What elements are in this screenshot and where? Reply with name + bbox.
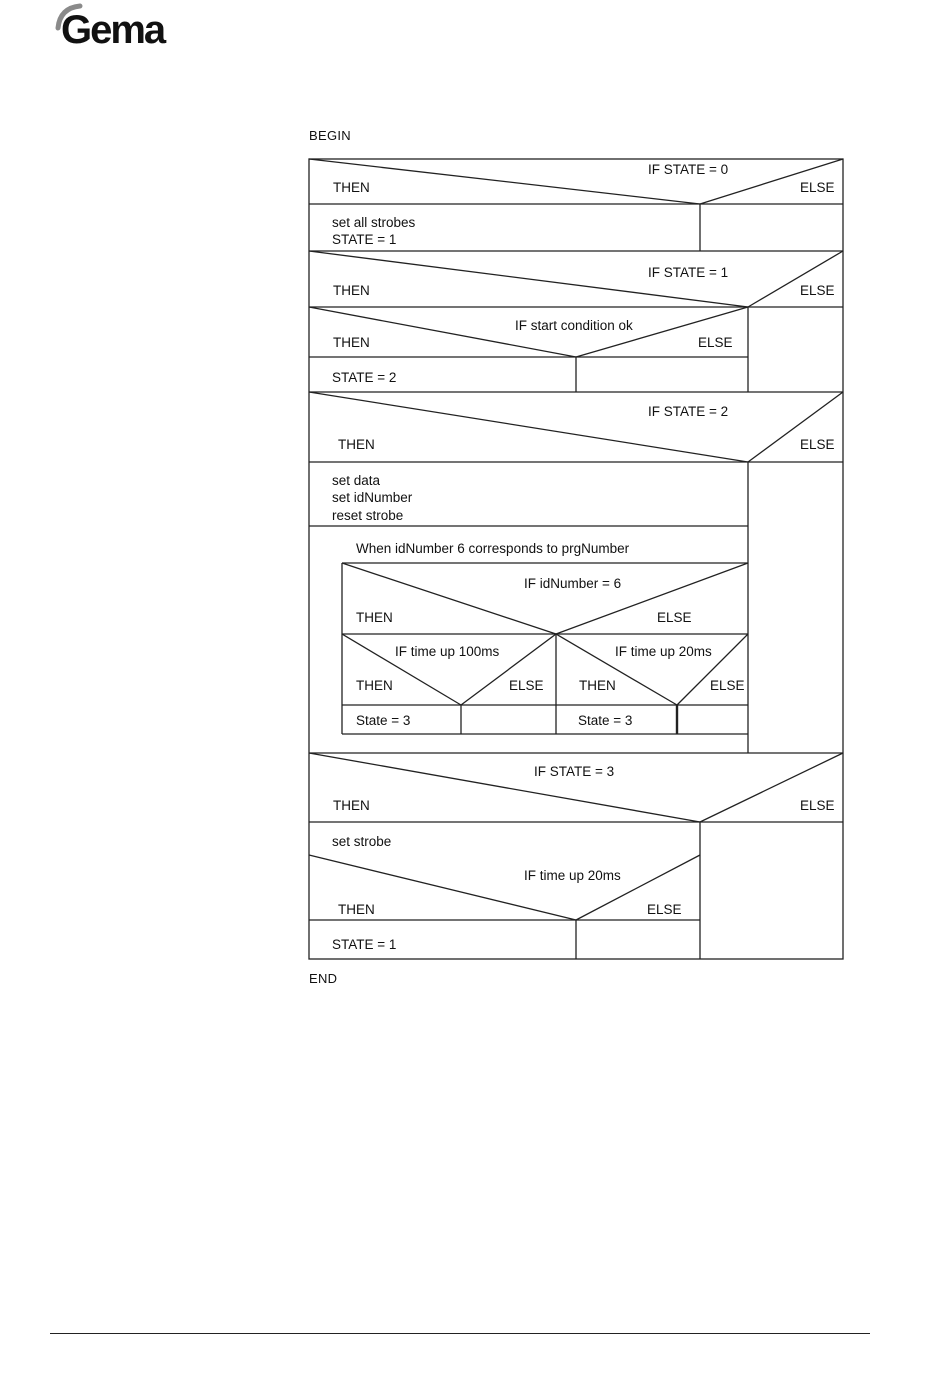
block2-condition: IF STATE = 1	[648, 265, 729, 280]
block4-inner-then-label: THEN	[338, 902, 375, 917]
left-timer-then-label: THEN	[356, 678, 393, 693]
block1-action-2: STATE = 1	[332, 232, 397, 247]
left-timer-condition: IF time up 100ms	[395, 644, 500, 659]
block2-inner-action: STATE = 2	[332, 370, 397, 385]
block3-left-diagonal	[309, 392, 748, 462]
block4-then-label: THEN	[333, 798, 370, 813]
block1-action-1: set all strobes	[332, 215, 416, 230]
left-timer-else-label: ELSE	[509, 678, 544, 693]
block3-action-1: set data	[332, 473, 381, 488]
block3-then-label: THEN	[338, 437, 375, 452]
block2-inner-then-label: THEN	[333, 335, 370, 350]
block2-right-diagonal	[748, 251, 843, 307]
block3-action-3: reset strobe	[332, 508, 404, 523]
block4-condition: IF STATE = 3	[534, 764, 615, 779]
end-label: END	[309, 971, 338, 986]
idcheck-else-label: ELSE	[657, 610, 692, 625]
right-timer-then-label: THEN	[579, 678, 616, 693]
block3-condition: IF STATE = 2	[648, 404, 729, 419]
block4-inner-action: STATE = 1	[332, 937, 397, 952]
block3-else-label: ELSE	[800, 437, 835, 452]
block2-inner-else-label: ELSE	[698, 335, 733, 350]
block1-else-label: ELSE	[800, 180, 835, 195]
block4-inner-condition: IF time up 20ms	[524, 868, 621, 883]
right-timer-action: State = 3	[578, 713, 633, 728]
block4-inner-else-label: ELSE	[647, 902, 682, 917]
block3-action-2: set idNumber	[332, 490, 413, 505]
logo-text: Gema	[61, 8, 165, 52]
block4-action: set strobe	[332, 834, 392, 849]
idcheck-right-diagonal	[556, 563, 748, 634]
right-timer-else-label: ELSE	[710, 678, 745, 693]
block1-condition: IF STATE = 0	[648, 162, 729, 177]
when-note: When idNumber 6 corresponds to prgNumber	[356, 541, 630, 556]
begin-label: BEGIN	[309, 128, 351, 143]
block2-then-label: THEN	[333, 283, 370, 298]
right-timer-condition: IF time up 20ms	[615, 644, 712, 659]
footer-divider	[50, 1333, 870, 1334]
block4-else-label: ELSE	[800, 798, 835, 813]
block2-else-label: ELSE	[800, 283, 835, 298]
left-timer-action: State = 3	[356, 713, 411, 728]
block1-then-label: THEN	[333, 180, 370, 195]
idcheck-condition: IF idNumber = 6	[524, 576, 622, 591]
idcheck-then-label: THEN	[356, 610, 393, 625]
block2-inner-condition: IF start condition ok	[515, 318, 633, 333]
